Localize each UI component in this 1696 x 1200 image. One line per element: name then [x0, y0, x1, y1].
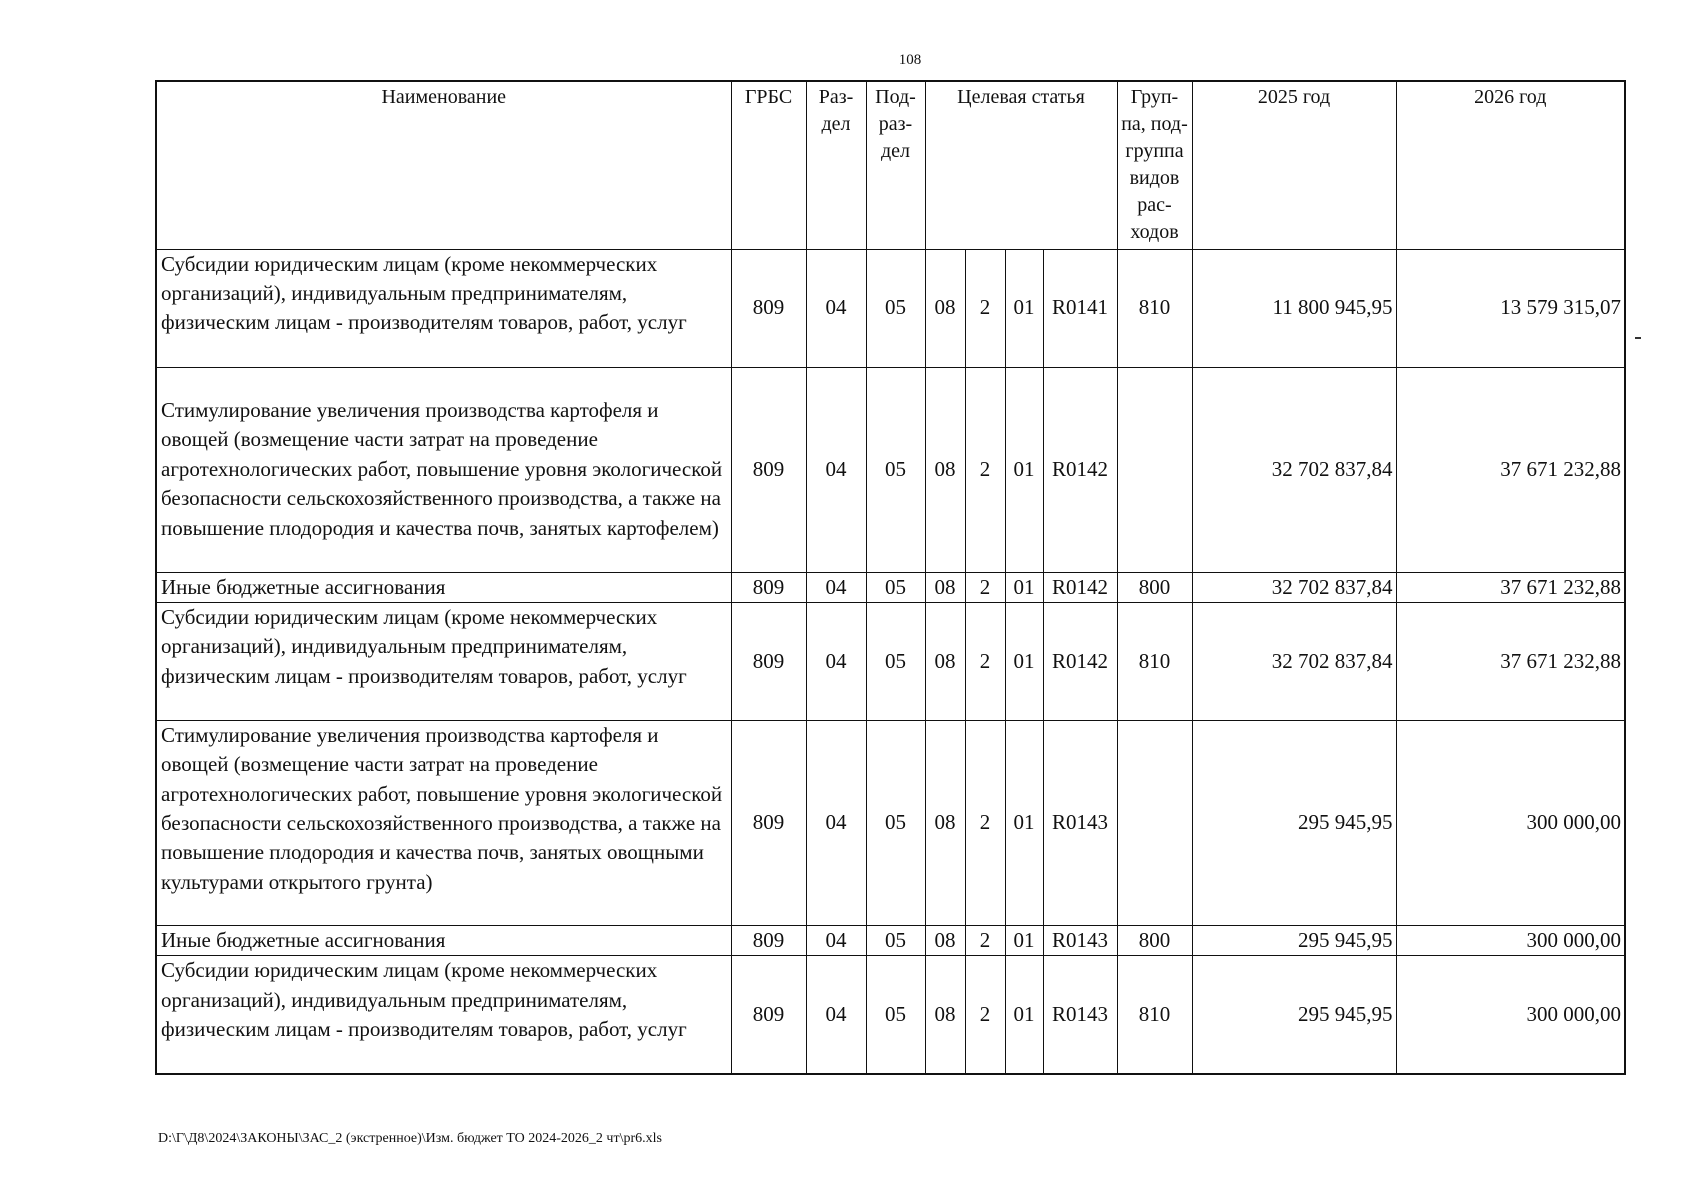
cell-target-code: R0143 [1043, 925, 1117, 955]
cell-razdel: 04 [806, 925, 866, 955]
cell-target-program: 08 [925, 956, 965, 1074]
cell-target-program: 08 [925, 925, 965, 955]
cell-expense-group [1117, 720, 1192, 925]
table-row [156, 925, 1625, 955]
table-row [156, 956, 1625, 1074]
header-name: Наименование [156, 81, 731, 249]
cell-target-code: R0142 [1043, 602, 1117, 720]
cell-target-event: 01 [1005, 925, 1043, 955]
header-row [156, 81, 1625, 249]
cell-name: Субсидии юридическим лицам (кроме некоммерческих организаций), индивидуальным предпринимателям, физическим лицам - производителям товаров, работ, услуг [156, 249, 731, 367]
cell-target-event: 01 [1005, 367, 1043, 572]
cell-expense-group: 800 [1117, 925, 1192, 955]
cell-2026: 13 579 315,07 [1396, 249, 1625, 367]
cell-razdel: 04 [806, 367, 866, 572]
cell-name: Стимулирование увеличения производства картофеля и овощей (возмещение части затрат на проведение агротехнологических работ, повышение уровня экологической безопасности сельскохозяйственного производства, а также на повышение плодородия и качества почв, занятых овощными культурами открытого грунта) [156, 720, 731, 925]
cell-grbs: 809 [731, 367, 806, 572]
cell-podrazdel: 05 [866, 720, 925, 925]
cell-2025: 295 945,95 [1192, 720, 1396, 925]
cell-target-event: 01 [1005, 956, 1043, 1074]
cell-target-code: R0142 [1043, 572, 1117, 602]
cell-target-subprogram: 2 [965, 249, 1005, 367]
budget-table [155, 80, 1626, 1075]
table-row [156, 367, 1625, 572]
cell-2025: 32 702 837,84 [1192, 572, 1396, 602]
cell-target-subprogram: 2 [965, 367, 1005, 572]
cell-name: Субсидии юридическим лицам (кроме некоммерческих организаций), индивидуальным предпринимателям, физическим лицам - производителям товаров, работ, услуг [156, 602, 731, 720]
table-row [156, 249, 1625, 367]
cell-name: Стимулирование увеличения производства картофеля и овощей (возмещение части затрат на проведение агротехнологических работ, повышение уровня экологической безопасности сельскохозяйственного производства, а также на повышение плодородия и качества почв, занятых картофелем) [156, 367, 731, 572]
header-expense-group: Груп- па, под- группа видов рас- ходов [1117, 81, 1192, 249]
table-row [156, 572, 1625, 602]
table-row [156, 602, 1625, 720]
cell-razdel: 04 [806, 602, 866, 720]
cell-target-program: 08 [925, 720, 965, 925]
cell-2025: 11 800 945,95 [1192, 249, 1396, 367]
cell-grbs: 809 [731, 720, 806, 925]
cell-target-subprogram: 2 [965, 572, 1005, 602]
cell-target-program: 08 [925, 367, 965, 572]
cell-grbs: 809 [731, 925, 806, 955]
header-target-article: Целевая статья [925, 81, 1117, 249]
cell-target-subprogram: 2 [965, 602, 1005, 720]
cell-expense-group: 810 [1117, 602, 1192, 720]
page-number: 108 [898, 52, 922, 68]
cell-grbs: 809 [731, 572, 806, 602]
header-2025: 2025 год [1192, 81, 1396, 249]
table-row [156, 720, 1625, 925]
cell-2026: 37 671 232,88 [1396, 602, 1625, 720]
cell-podrazdel: 05 [866, 572, 925, 602]
cell-razdel: 04 [806, 572, 866, 602]
cell-2025: 32 702 837,84 [1192, 602, 1396, 720]
cell-target-program: 08 [925, 249, 965, 367]
cell-target-event: 01 [1005, 249, 1043, 367]
cell-target-subprogram: 2 [965, 925, 1005, 955]
cell-2025: 32 702 837,84 [1192, 367, 1396, 572]
cell-razdel: 04 [806, 249, 866, 367]
cell-razdel: 04 [806, 720, 866, 925]
cell-name: Субсидии юридическим лицам (кроме некоммерческих организаций), индивидуальным предпринимателям, физическим лицам - производителям товаров, работ, услуг [156, 956, 731, 1074]
cell-expense-group: 800 [1117, 572, 1192, 602]
cell-podrazdel: 05 [866, 956, 925, 1074]
cell-target-code: R0141 [1043, 249, 1117, 367]
cell-target-event: 01 [1005, 572, 1043, 602]
cell-podrazdel: 05 [866, 925, 925, 955]
cell-grbs: 809 [731, 249, 806, 367]
cell-podrazdel: 05 [866, 367, 925, 572]
cell-target-code: R0143 [1043, 720, 1117, 925]
footer-file-path: D:\Г\Д8\2024\ЗАКОНЫ\ЗАС_2 (экстренное)\Изм. бюджет ТО 2024-2026_2 чт\pr6.xls [158, 1131, 662, 1146]
cell-target-code: R0142 [1043, 367, 1117, 572]
cell-name: Иные бюджетные ассигнования [156, 925, 731, 955]
cell-expense-group: 810 [1117, 249, 1192, 367]
cell-name: Иные бюджетные ассигнования [156, 572, 731, 602]
cell-2026: 37 671 232,88 [1396, 572, 1625, 602]
cell-target-program: 08 [925, 572, 965, 602]
cell-2025: 295 945,95 [1192, 925, 1396, 955]
cell-grbs: 809 [731, 956, 806, 1074]
cell-2026: 37 671 232,88 [1396, 367, 1625, 572]
cell-2025: 295 945,95 [1192, 956, 1396, 1074]
cell-target-subprogram: 2 [965, 956, 1005, 1074]
cell-target-subprogram: 2 [965, 720, 1005, 925]
cell-grbs: 809 [731, 602, 806, 720]
header-grbs: ГРБС [731, 81, 806, 249]
cell-2026: 300 000,00 [1396, 956, 1625, 1074]
cell-expense-group: 810 [1117, 956, 1192, 1074]
header-2026: 2026 год [1396, 81, 1625, 249]
cell-target-event: 01 [1005, 602, 1043, 720]
cell-target-program: 08 [925, 602, 965, 720]
cell-2026: 300 000,00 [1396, 720, 1625, 925]
cell-target-event: 01 [1005, 720, 1043, 925]
cell-razdel: 04 [806, 956, 866, 1074]
cell-2026: 300 000,00 [1396, 925, 1625, 955]
cell-podrazdel: 05 [866, 249, 925, 367]
header-razdel: Раз- дел [806, 81, 866, 249]
cell-podrazdel: 05 [866, 602, 925, 720]
margin-dash-mark [1635, 337, 1641, 339]
cell-target-code: R0143 [1043, 956, 1117, 1074]
cell-expense-group [1117, 367, 1192, 572]
header-podrazdel: Под- раз- дел [866, 81, 925, 249]
